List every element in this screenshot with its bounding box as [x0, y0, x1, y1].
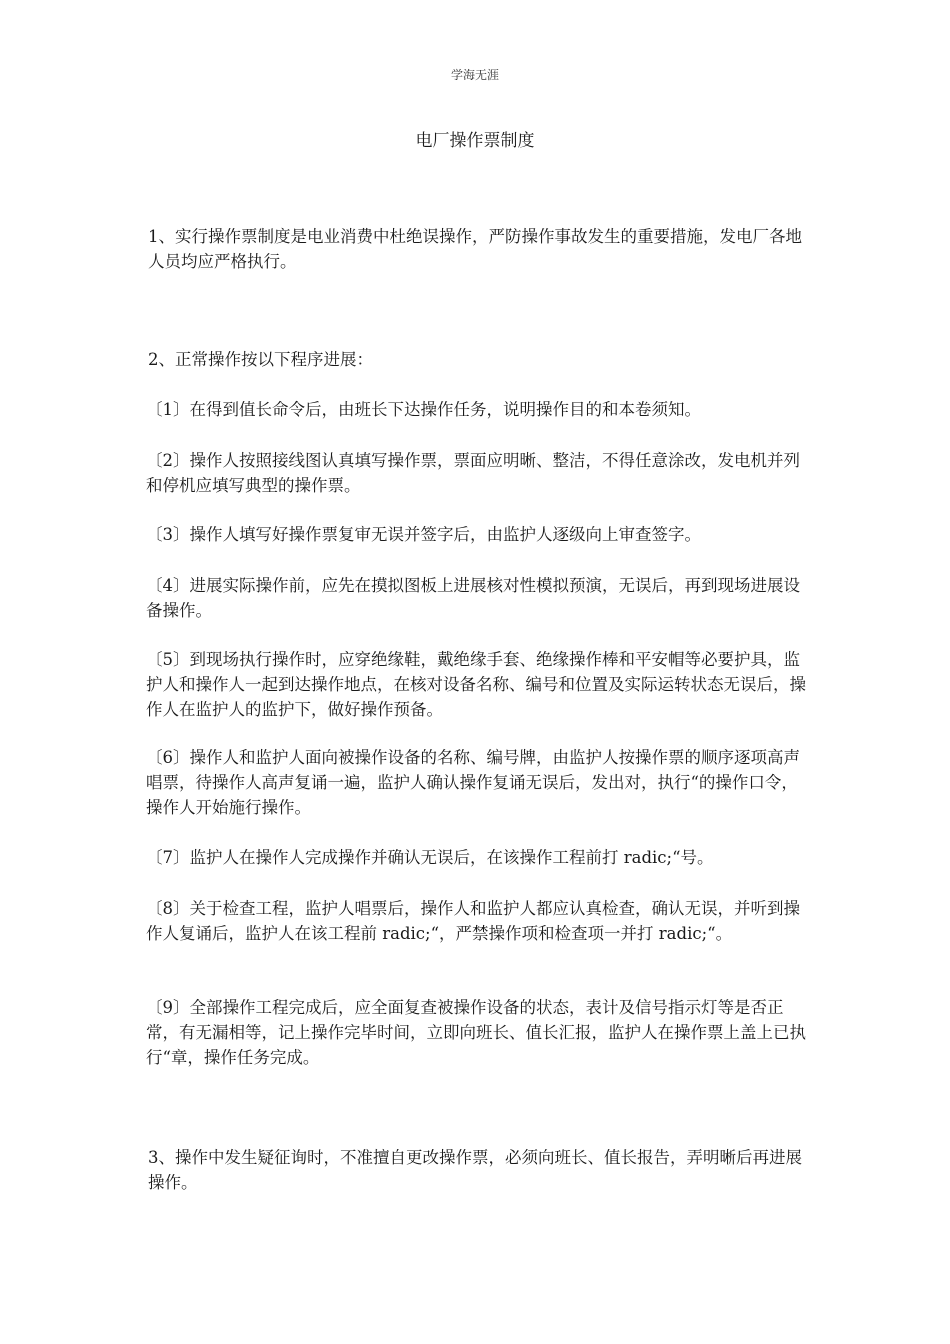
- page-header: 学海无涯: [450, 68, 499, 82]
- step-3: 〔3〕操作人填写好操作票复审无误并签字后，由监护人逐级向上审查签字。: [146, 525, 701, 544]
- step-7: 〔7〕监护人在操作人完成操作并确认无误后，在该操作工程前打 radic;“号。: [146, 848, 714, 867]
- step-5: 〔5〕到现场执行操作时，应穿绝缘鞋，戴绝缘手套、绝缘操作棒和平安帽等必要护具，监护人和操作人一起到达操作地点，在核对设备名称、编号和位置及实际运转状态无误后，操作人在监护人的监护下，做好操作预备。: [146, 650, 806, 719]
- paragraph-1: 1、实行操作票制度是电业消费中杜绝误操作，严防操作事故发生的重要措施，发电厂各地人员均应严格执行。: [148, 227, 802, 271]
- paragraph-3: 3、操作中发生疑征询时，不准擅自更改操作票，必须向班长、值长报告，弄明晰后再进展操作。: [148, 1148, 802, 1192]
- paragraph-2: 2、正常操作按以下程序进展：: [148, 350, 373, 369]
- step-9: 〔9〕全部操作工程完成后，应全面复查被操作设备的状态，表计及信号指示灯等是否正常，有无漏相等，记上操作完毕时间，立即向班长、值长汇报，监护人在操作票上盖上已执行“章，操作任务完成。: [146, 998, 806, 1067]
- step-4: 〔4〕进展实际操作前，应先在摸拟图板上进展核对性模拟预演，无误后，再到现场进展设备操作。: [146, 576, 800, 620]
- step-1: 〔1〕在得到值长命令后，由班长下达操作任务，说明操作目的和本卷须知。: [146, 400, 701, 419]
- step-6: 〔6〕操作人和监护人面向被操作设备的名称、编号牌，由监护人按操作票的顺序逐项高声唱票，待操作人高声复诵一遍，监护人确认操作复诵无误后，发出对，执行“的操作口令，操作人开始施行操作。: [146, 748, 800, 817]
- page-title: 电厂操作票制度: [415, 131, 535, 151]
- step-8: 〔8〕关于检查工程，监护人唱票后，操作人和监护人都应认真检查，确认无误，并听到操作人复诵后，监护人在该工程前 radic;“，严禁操作项和检查项一并打 radic;“。: [146, 899, 800, 943]
- step-2: 〔2〕操作人按照接线图认真填写操作票，票面应明晰、整洁，不得任意涂改，发电机并列和停机应填写典型的操作票。: [146, 451, 800, 495]
